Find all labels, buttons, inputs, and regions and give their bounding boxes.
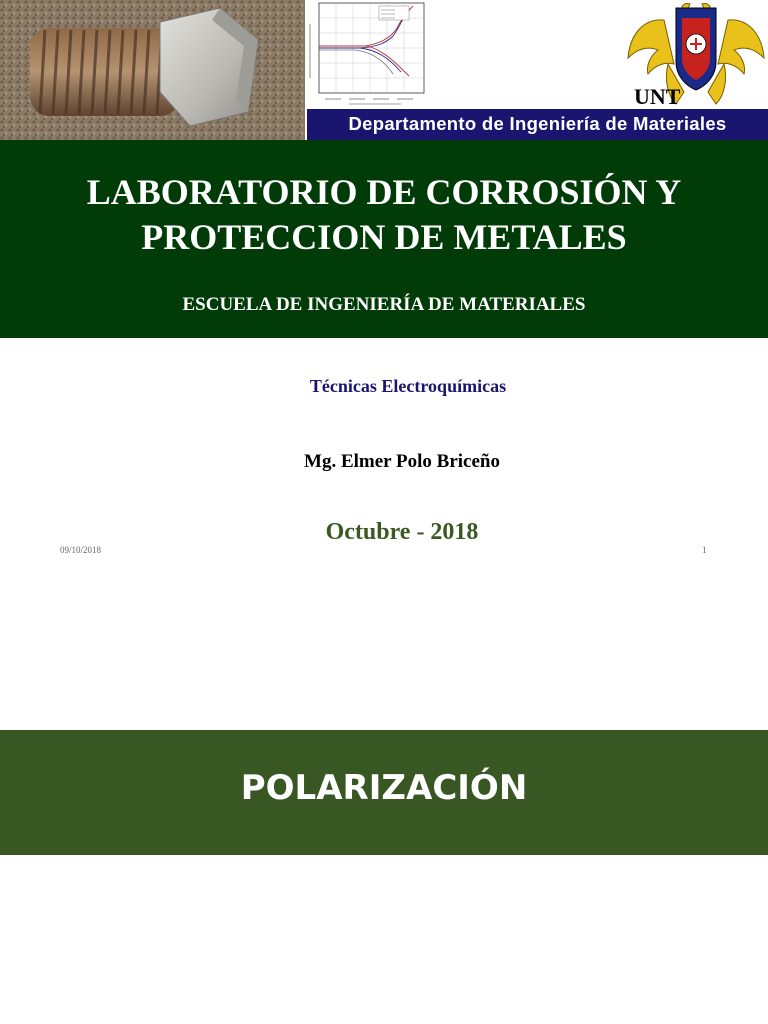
polarization-curve-thumbnail xyxy=(305,0,430,108)
page-number: 1 xyxy=(702,545,707,555)
author-name: Mg. Elmer Polo Briceño xyxy=(304,451,500,472)
footer-date: 09/10/2018 xyxy=(60,545,102,555)
section-title: POLARIZACIÓN xyxy=(240,768,528,808)
school-name: ESCUELA DE INGENIERÍA DE MATERIALES xyxy=(182,294,586,315)
presentation-date: Octubre - 2018 xyxy=(325,519,479,545)
unt-logo xyxy=(624,0,768,108)
corroded-bolt-photo xyxy=(0,0,305,140)
main-title-line-1: LABORATORIO DE CORROSIÓN Y xyxy=(86,172,682,212)
header-banner xyxy=(0,0,768,140)
department-name: Departamento de Ingeniería de Materiales xyxy=(348,113,727,134)
course-subtitle: Técnicas Electroquímicas xyxy=(309,376,507,396)
main-title-line-2: PROTECCION DE METALES xyxy=(141,217,627,257)
main-title xyxy=(0,170,768,260)
slide-2-title-band xyxy=(0,730,768,855)
unt-logo-text: UNT xyxy=(634,84,681,109)
title-band xyxy=(0,140,768,338)
department-bar xyxy=(307,109,768,140)
